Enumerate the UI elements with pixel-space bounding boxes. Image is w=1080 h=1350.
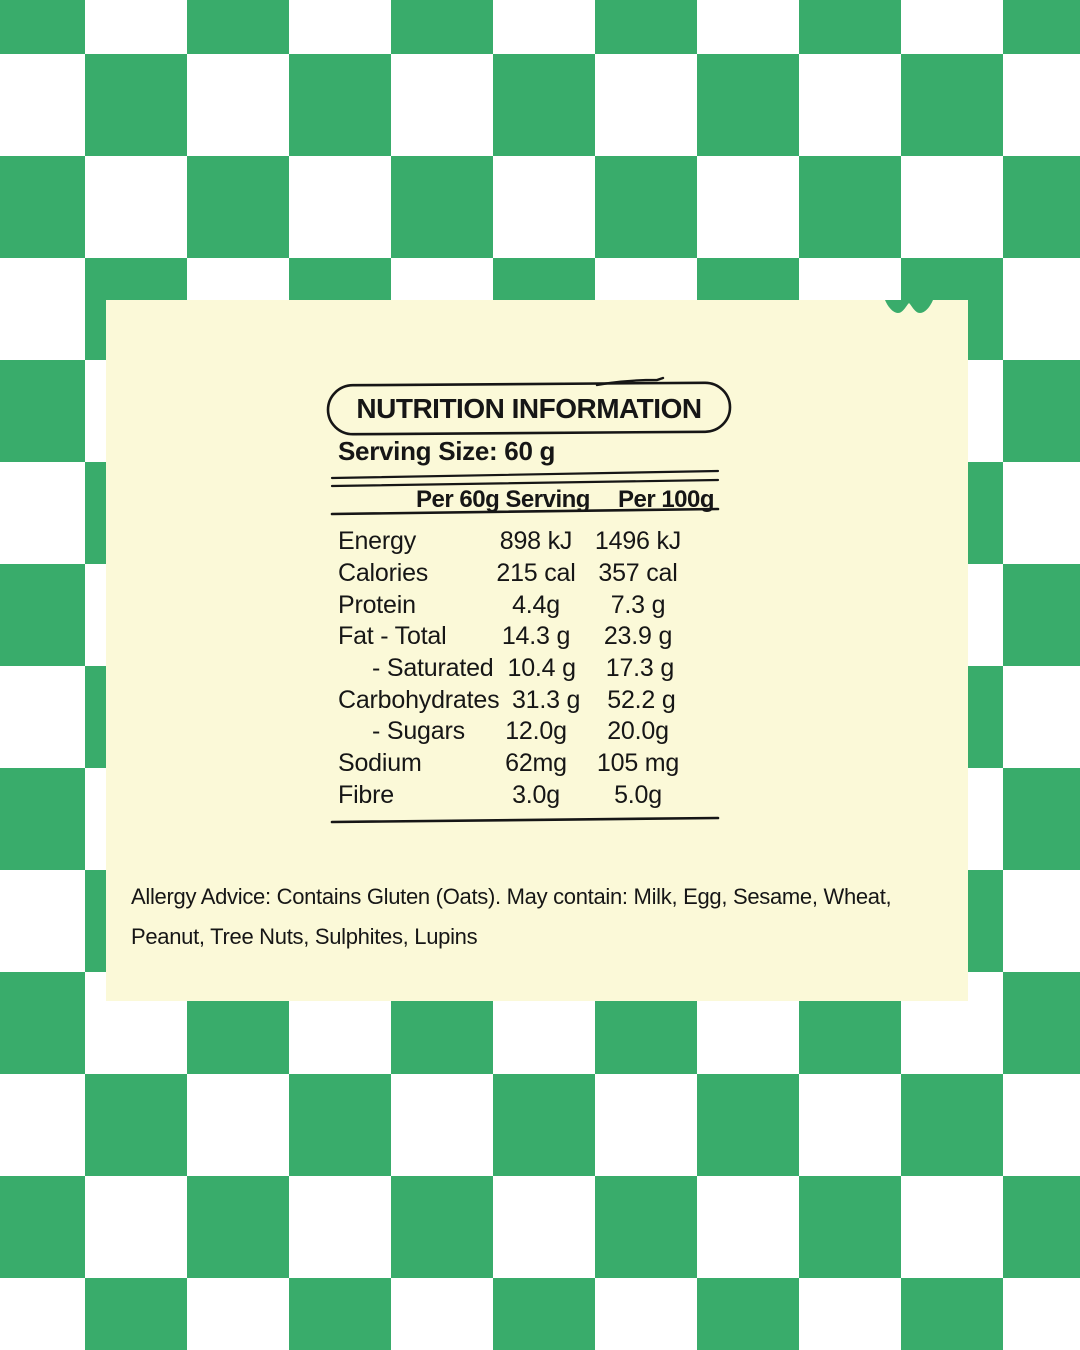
row-value-per-serving: 62mg [505, 749, 567, 778]
table-row-calories [332, 558, 690, 590]
row-label: Protein [338, 590, 416, 619]
row-label: Fat - Total [338, 622, 447, 651]
table-row-energy [332, 526, 690, 558]
table-row-protein [332, 589, 690, 621]
green-drip-icon [885, 300, 933, 313]
column-header-per-100g: Per 100g [617, 486, 715, 513]
row-label: Calories [338, 559, 429, 588]
row-value-per-serving: 3.0g [512, 780, 560, 809]
table-row-sodium [332, 748, 690, 780]
row-value-per-serving: 10.4 g [507, 654, 576, 683]
row-value-per-100g: 357 cal [598, 559, 678, 588]
row-value-per-serving: 31.3 g [511, 685, 581, 714]
nutrition-title: NUTRITION INFORMATION [356, 393, 702, 424]
nutrition-table [332, 526, 718, 811]
row-value-per-100g: 5.0g [614, 780, 662, 809]
allergy-advice [131, 877, 946, 957]
row-value-per-100g: 1496 kJ [594, 527, 682, 556]
row-value-per-serving: 4.4g [512, 590, 560, 619]
nutrition-card [106, 300, 968, 1001]
row-value-per-100g: 17.3 g [605, 654, 675, 683]
serving-size-label: Serving Size: 60 g [338, 436, 556, 466]
title-oval-overshoot [597, 378, 663, 385]
row-value-per-serving: 898 kJ [499, 527, 573, 556]
row-value-per-100g: 20.0g [607, 717, 669, 746]
table-bottom-rule [332, 818, 718, 822]
row-value-per-100g: 105 mg [596, 749, 680, 778]
row-label: - Sugars [372, 717, 465, 746]
allergy-advice-line-1: Allergy Advice: Contains Gluten (Oats). May contain: Milk, Egg, Sesame, Wheat, [131, 884, 892, 909]
row-value-per-serving: 215 cal [496, 559, 576, 588]
row-value-per-100g: 7.3 g [610, 590, 666, 619]
row-value-per-100g: 52.2 g [607, 685, 676, 714]
row-label: Fibre [338, 780, 394, 809]
column-header-per-serving: Per 60g Serving [416, 486, 590, 513]
table-row-fibre [332, 780, 690, 812]
row-value-per-serving: 12.0g [505, 717, 567, 746]
table-row-saturated-fat [332, 653, 690, 685]
row-label: Carbohydrates [338, 685, 500, 714]
table-row-carbohydrates [332, 684, 690, 716]
allergy-advice-line-2: Peanut, Tree Nuts, Sulphites, Lupins [131, 924, 478, 949]
table-row-fat-total [332, 621, 690, 653]
row-value-per-serving: 14.3 g [501, 622, 571, 651]
row-label: Energy [338, 527, 417, 556]
table-top-rule-1 [332, 471, 718, 478]
row-value-per-100g: 23.9 g [603, 622, 673, 651]
row-label: - Saturated [372, 654, 494, 683]
row-label: Sodium [338, 749, 422, 778]
table-row-sugars [332, 716, 690, 748]
